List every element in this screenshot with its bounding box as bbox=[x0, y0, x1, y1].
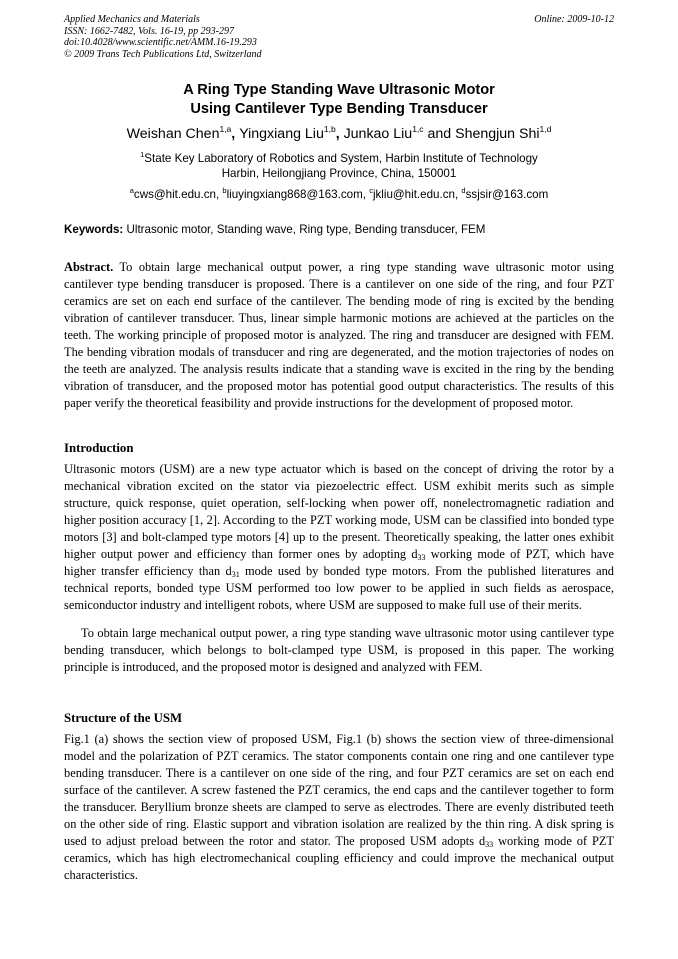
author-sup: 1,c bbox=[412, 124, 424, 134]
intro-text: mode used by bonded type motors. From the published literatures and technical reports, bonded type USM performed too low power to be applied in such fields as aerospace, semiconductor industry and intelligent robots, where USM are supposed to make full use of their merits. bbox=[64, 564, 614, 612]
paper-title bbox=[0, 81, 678, 119]
structure-text: Fig.1 (a) shows the section view of proposed USM, Fig.1 (b) shows the section view of three-dimensional model and the polarization of PZT ceramics. The stator components contain one ring and one cantilever type bending transducer. There is a cantilever on one side of the ring, and four PZT ceramics are set on each end surface of the cantilever. A screw fastened the PZT ceramics, the end caps and the cantilever together to form the transducer. Beryllium bronze sheets are clamped to serve as electrodes. There are evenly distributed teeth on the other side of ring. Elastic support and vibration isolation are realized by the thin ring. A disk spring is used to adjust preload between the rotor and stator. The proposed USM adopts d bbox=[64, 732, 614, 848]
email-separator: , bbox=[215, 188, 223, 201]
author-name: Shengjun Shi bbox=[455, 126, 540, 142]
author-separator: , bbox=[335, 126, 344, 142]
intro-text: Ultrasonic motors (USM) are a new type actuator which is based on the concept of driving the rotor by a mechanical vibration excited on the stator via piezoelectric effect. USM exhibit merits such as simple structure, quick response, quiet operation, self-locking when power off, nonelectromagnetic radiation and higher position accuracy [1, 2]. According to the PZT working mode, USM can be classified into bonded type motors [3] and bolt-clamped type motors [4] up to the present. Theoretically speaking, the latter ones exhibit higher output power and efficiency than former ones by adopting d bbox=[64, 462, 614, 561]
introduction-paragraph-1 bbox=[64, 461, 614, 614]
email-address: liuyingxiang868@163.com bbox=[226, 188, 363, 201]
keywords-label: Keywords: bbox=[64, 223, 124, 236]
introduction-paragraph-2: To obtain large mechanical output power, a ring type standing wave ultrasonic motor using cantilever type bending transducer, which belongs to bolt-clamped type USM, is proposed in this paper. The working principle is introduced, and the proposed motor is designed and analyzed with FEM. bbox=[64, 626, 614, 674]
author-name: Junkao Liu bbox=[343, 126, 413, 142]
keywords bbox=[64, 222, 614, 237]
author-name: Weishan Chen bbox=[126, 126, 220, 142]
email-address: jkliu@hit.edu.cn bbox=[372, 188, 455, 201]
online-date: Online: 2009-10-12 bbox=[534, 14, 614, 25]
email-list bbox=[0, 187, 678, 202]
affiliation-line-1 bbox=[0, 151, 678, 166]
email-sup: d bbox=[461, 186, 466, 195]
subscript: 33 bbox=[417, 553, 426, 562]
keywords-text: Ultrasonic motor, Standing wave, Ring type, Bending transducer, FEM bbox=[123, 223, 486, 236]
author-separator: , bbox=[231, 126, 240, 142]
journal-name: Applied Mechanics and Materials bbox=[64, 14, 200, 25]
abstract-label: Abstract. bbox=[64, 260, 114, 274]
structure-paragraph-1 bbox=[64, 731, 614, 884]
subscript: 33 bbox=[485, 840, 494, 849]
journal-header bbox=[64, 14, 262, 60]
affiliation-line-2: Harbin, Heilongjiang Province, China, 150001 bbox=[221, 167, 457, 180]
title-line-1: A Ring Type Standing Wave Ultrasonic Motor bbox=[183, 82, 495, 98]
abstract-text: To obtain large mechanical output power, a ring type standing wave ultrasonic motor using cantilever type bending transducer is proposed. There is a cantilever on one side of the ring, and four PZT ceramics are set on each end surface of the cantilever. The bending mode of ring is excited by the bending vibration of cantilever transducer. Thus, linear simple harmonic motions are achieved at the particles on the teeth. The working principle of proposed motor is analyzed. The ring and transducer are designed with FEM. The bending vibration modals of transducer and ring are degenerated, and the motion trajectories of nodes on the teeth are analyzed. The analysis results indicate that a standing wave is excited in the ring by the bending vibration of transducer, and the proposed motor has potential good output characteristics. The results of this paper verify the theoretical feasibility and provide instructions for the development of proposed motor. bbox=[64, 260, 614, 410]
email-address: cws@hit.edu.cn bbox=[133, 188, 216, 201]
author-list bbox=[0, 124, 678, 144]
email-sup: c bbox=[369, 186, 373, 195]
introduction-heading: Introduction bbox=[64, 441, 134, 455]
affiliation-sup: 1 bbox=[140, 150, 145, 159]
email-sup: a bbox=[129, 186, 134, 195]
email-separator: , bbox=[454, 188, 462, 201]
intro-text: working mode of PZT, which have higher transfer efficiency than d bbox=[64, 547, 614, 578]
doi-line: doi:10.4028/www.scientific.net/AMM.16-19.293 bbox=[64, 37, 257, 49]
structure-text: working mode of PZT ceramics, which has high electromechanical coupling efficiency and could improve the mechanical output characteristics. bbox=[64, 834, 614, 882]
issn-line: ISSN: 1662-7482, Vols. 16-19, pp 293-297 bbox=[64, 25, 234, 37]
abstract-paragraph bbox=[64, 259, 614, 412]
affiliation bbox=[0, 151, 678, 181]
author-sup: 1,a bbox=[219, 124, 232, 134]
structure-heading: Structure of the USM bbox=[64, 711, 183, 725]
author-separator: and bbox=[423, 126, 456, 142]
subscript: 31 bbox=[231, 570, 240, 579]
author-sup: 1,b bbox=[323, 124, 336, 134]
email-address: ssjsir@163.com bbox=[465, 188, 549, 201]
author-name: Yingxiang Liu bbox=[239, 126, 324, 142]
affiliation-text: State Key Laboratory of Robotics and System, Harbin Institute of Technology bbox=[144, 152, 538, 165]
title-line-2: Using Cantilever Type Bending Transducer bbox=[190, 101, 488, 117]
copyright-line: © 2009 Trans Tech Publications Ltd, Switzerland bbox=[64, 48, 262, 60]
email-sup: b bbox=[222, 186, 227, 195]
email-separator: , bbox=[362, 188, 370, 201]
author-sup: 1,d bbox=[539, 124, 552, 134]
